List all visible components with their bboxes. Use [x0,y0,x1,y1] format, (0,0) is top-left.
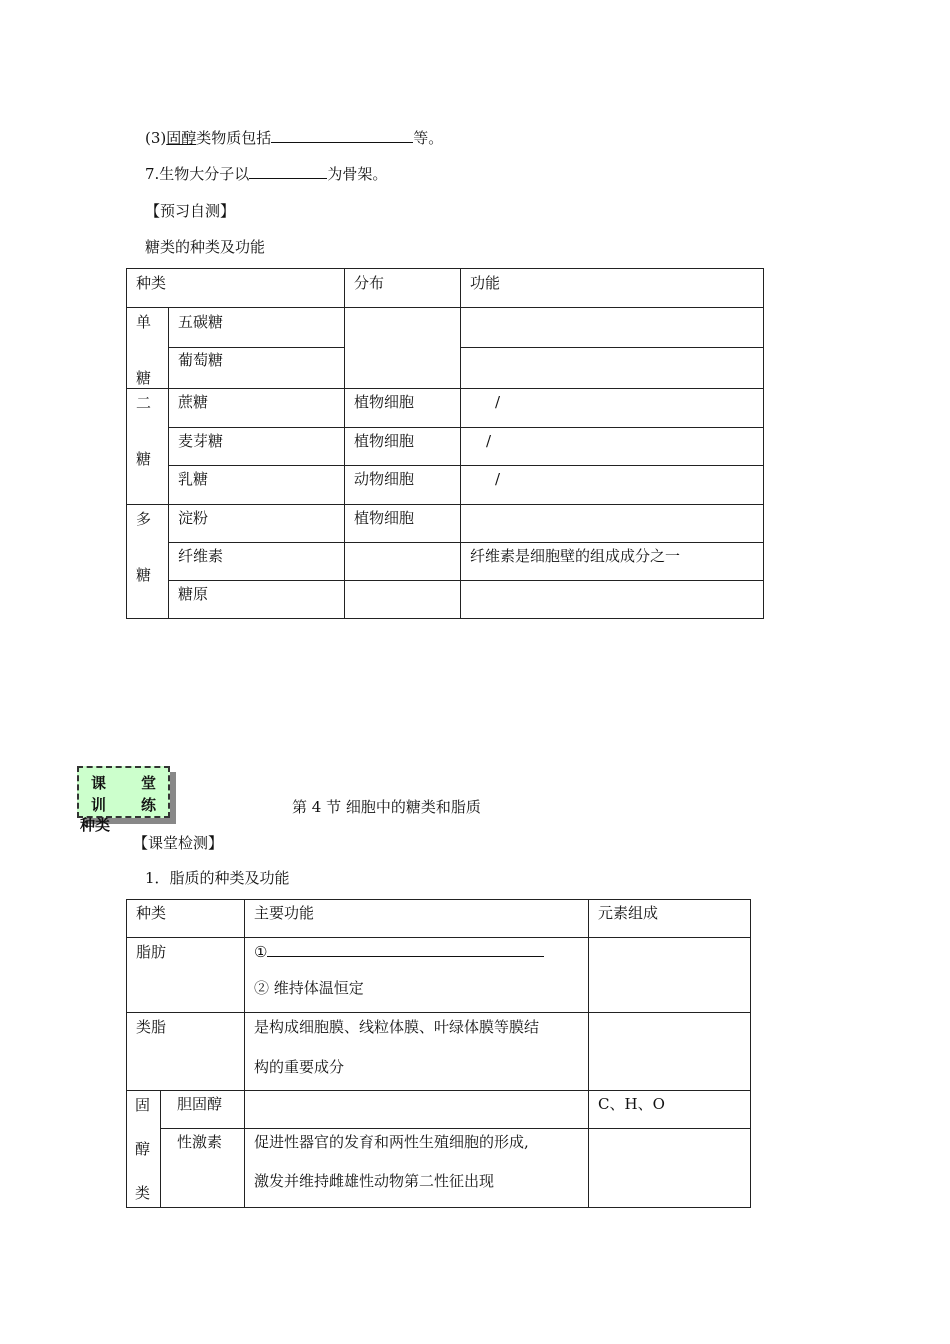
group-label-polysaccharide: 多 糖 [127,505,169,619]
elements-cell: C、H、O [589,1091,751,1129]
distribution-cell: 植物细胞 [345,389,461,428]
question-3-line: (3)固醇类物质包括 等。 [145,129,444,147]
question-7-line: 7.生物大分子以 为骨架。 [145,165,388,183]
sugar-name: 纤维素 [169,543,345,581]
table2-title: 1．脂质的种类及功能 [145,869,290,887]
function-cell[interactable] [461,505,764,543]
lipid-name: 胆固醇 [161,1091,245,1129]
sugar-name: 五碳糖 [169,308,345,348]
distribution-cell: 动物细胞 [345,466,461,505]
elements-cell[interactable] [589,1129,751,1208]
function-cell[interactable] [461,308,764,348]
header-type: 种类 [127,900,245,938]
function-cell[interactable] [245,1091,589,1129]
lipid-name: 类脂 [127,1013,245,1091]
sugar-name: 蔗糖 [169,389,345,428]
fat-function-cell: ① ② 维持体温恒定 [245,938,589,1013]
section-heading-classroom: 【课堂检测】 [133,834,224,852]
sugar-name: 糖原 [169,581,345,619]
function-cell: 纤维素是细胞壁的组成成分之一 [461,543,764,581]
class-training-badge: 课 堂 训 练 [77,766,170,818]
lipid-name: 脂肪 [127,938,245,1013]
header-elements: 元素组成 [589,900,751,938]
distribution-cell[interactable] [345,543,461,581]
function-cell[interactable] [461,581,764,619]
function-cell[interactable] [461,347,764,388]
group-label-monosaccharide: 单 糖 [127,308,169,389]
answer-blank[interactable] [249,164,327,179]
sugar-name: 淀粉 [169,505,345,543]
group-label-sterol: 固 醇 类 [127,1091,161,1208]
function-cell: / [461,428,764,466]
distribution-cell: 植物细胞 [345,505,461,543]
overlap-text: 种类 [80,816,111,834]
sugar-name: 乳糖 [169,466,345,505]
lipoid-function-cell: 是构成细胞膜、线粒体膜、叶绿体膜等膜结 构的重要成分 [245,1013,589,1091]
header-function: 功能 [461,269,764,308]
function-cell: / [461,466,764,505]
distribution-cell[interactable] [345,308,461,389]
table1-title: 糖类的种类及功能 [145,238,266,256]
sugar-name: 葡萄糖 [169,347,345,388]
lipid-types-table [126,899,751,1208]
header-type: 种类 [127,269,345,308]
lipid-name: 性激素 [161,1129,245,1208]
section-title: 第 4 节 细胞中的糖类和脂质 [292,798,481,816]
hormone-function-cell: 促进性器官的发育和两性生殖细胞的形成, 激发并维持雌雄性动物第二性征出现 [245,1129,589,1208]
distribution-cell[interactable] [345,581,461,619]
group-label-disaccharide: 二 糖 [127,389,169,505]
function-cell: / [461,389,764,428]
header-main-function: 主要功能 [245,900,589,938]
sugar-types-table [126,268,764,619]
elements-cell[interactable] [589,938,751,1013]
section-heading-preview: 【预习自测】 [145,202,236,220]
answer-blank[interactable] [271,128,413,143]
answer-blank[interactable] [267,942,544,957]
distribution-cell: 植物细胞 [345,428,461,466]
elements-cell[interactable] [589,1013,751,1091]
sugar-name: 麦芽糖 [169,428,345,466]
header-distribution: 分布 [345,269,461,308]
